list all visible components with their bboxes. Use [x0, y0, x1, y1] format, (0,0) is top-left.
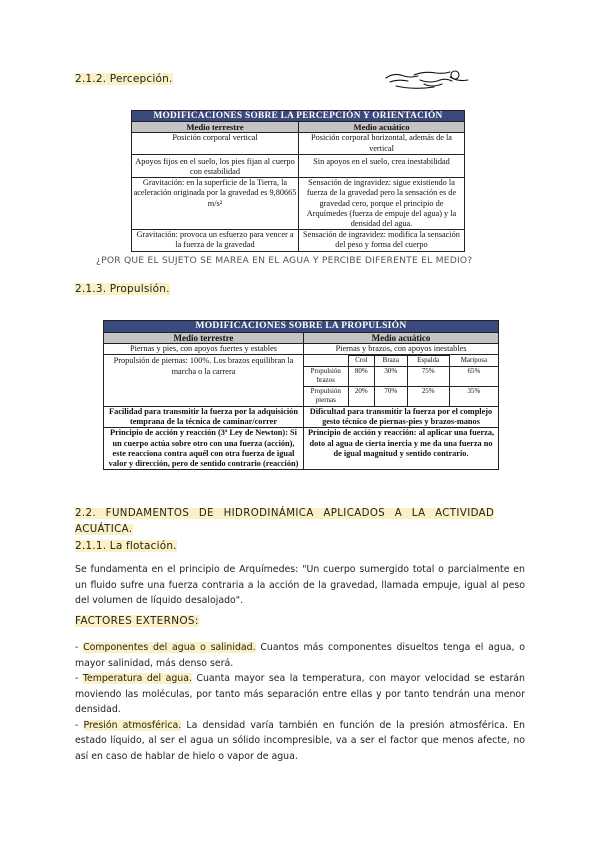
table-cell: Posición corporal horizontal, además de la vertical — [299, 133, 465, 154]
paragraph-arquimedes — [75, 562, 525, 609]
table-cell: Posición corporal vertical — [132, 133, 299, 154]
section-heading-fundamentos: 2.2. FUNDAMENTOS DE HIDRODINÁMICA APLICADOS A LA ACTIVIDAD ACUÁTICA. — [75, 508, 495, 535]
table-cell: Dificultad para transmitir la fuerza por el complejo gesto técnico de piernas-pies y brazos-manos — [304, 406, 499, 427]
style-header-mariposa: Mariposa — [449, 356, 498, 367]
percentage-value: 70% — [375, 387, 407, 406]
percentage-value: 20% — [348, 387, 375, 406]
table-cell: Facilidad para transmitir la fuerza por la adquisición temprana de la técnica de caminar/correr — [104, 406, 304, 427]
factor-label: Componentes del agua o salinidad. — [83, 642, 256, 653]
paragraph-quote: "Un cuerpo sumergido total o parcialmente en un fluido sufre una fuerza contraria a la acción de la gravedad, llamada empuje, igual al peso del volumen de líquido desalojado". — [75, 564, 526, 606]
column-header-terrestre: Medio terrestre — [132, 122, 299, 133]
table-row — [132, 133, 465, 154]
style-header-espalda: Espalda — [407, 356, 449, 367]
table-row — [132, 230, 465, 251]
row-label-propulsion-brazos: Propulsión brazos — [304, 367, 348, 387]
list-item: - Temperatura del agua. Cuanta mayor sea la temperatura, con mayor velocidad se estarán moviendo las moléculas, por tanto más separación entre ellas y por tanto tendrán una menor densidad. — [75, 673, 525, 715]
column-header-acuatico: Medio acuático — [299, 122, 465, 133]
row-label-propulsion-piernas: Propulsión piernas — [304, 387, 348, 406]
percentage-value: 30% — [375, 367, 407, 387]
section-heading-propulsion: 2.1.3. Propulsión. — [75, 283, 170, 295]
column-header-acuatico: Medio acuático — [304, 333, 499, 344]
table-cell: Sensación de ingravidez: sigue existiendo la fuerza de la gravedad pero la sensación es de gravedad cero, porque el principio de Arquímedes (fuerza de empuje del agua) y la densidad del agua. — [299, 178, 465, 230]
percentage-value: 80% — [348, 367, 375, 387]
table-title: MODIFICACIONES SOBRE LA PERCEPCIÓN Y ORIENTACIÓN — [132, 111, 465, 122]
factors-list — [75, 640, 525, 764]
paragraph-prefix: Se fundamenta en el principio de Arquímedes: — [75, 564, 303, 575]
style-header-crol: Crol — [348, 356, 375, 367]
table-cell: Principio de acción y reacción: al aplicar una fuerza, doto al agua de cierta inercia y me da una fuerza no de igual magnitud y sentido contrario. — [304, 428, 499, 470]
section-heading-flotacion: 2.1.1. La flotación. — [75, 540, 177, 552]
percentage-value: 35% — [449, 387, 498, 406]
table-propulsion — [103, 320, 499, 470]
swimmer-sketch-icon — [384, 66, 470, 94]
table-cell: Propulsión de piernas: 100%. Los brazos equilibran la marcha o la carrera — [104, 355, 304, 407]
question-text: ¿POR QUE EL SUJETO SE MAREA EN EL AGUA Y PERCIBE DIFERENTE EL MEDIO? — [96, 255, 473, 266]
table-cell: Principio de acción y reacción (3ª Ley de Newton): Si un cuerpo actúa sobre otro con una fuerza (acción), este reacciona contra aquél con otra fuerza de igual valor y dirección, pero de sentido contrario (reacción) — [104, 428, 304, 470]
table-percepcion — [131, 110, 465, 252]
percentage-value: 75% — [407, 367, 449, 387]
table-row — [132, 154, 465, 177]
section-heading-percepcion: 2.1.2. Percepción. — [75, 73, 173, 85]
list-item: - Presión atmosférica. La densidad varía también en función de la presión atmosférica. En estado líquido, al ser el agua un sólido incompresible, va a ser el factor que menos afecte, no así en caso de hablar de hielo o vapor de agua. — [75, 719, 525, 762]
percentage-value: 65% — [449, 367, 498, 387]
table-cell: Apoyos fijos en el suelo, los pies fijan al cuerpo con estabilidad — [132, 154, 299, 177]
table-cell: Piernas y brazos, con apoyos inestables — [304, 344, 499, 355]
table-row — [104, 428, 499, 470]
factors-title: FACTORES EXTERNOS: — [75, 615, 199, 627]
list-item: - Componentes del agua o salinidad. Cuantos más componentes disueltos tenga el agua, o mayor salinidad, más denso será. — [75, 642, 525, 669]
column-header-terrestre: Medio terrestre — [104, 333, 304, 344]
table-row — [104, 355, 499, 407]
table-cell: Gravitación: en la superficie de la Tierra, la aceleración originada por la gravedad es 9,80665 m/s² — [132, 178, 299, 230]
table-cell: Piernas y pies, con apoyos fuertes y estables — [104, 344, 304, 355]
table-cell: Gravitación: provoca un esfuerzo para vencer a la fuerza de la gravedad — [132, 230, 299, 251]
factor-label: Temperatura del agua. — [82, 673, 192, 684]
table-row — [104, 344, 499, 355]
table-cell: Sin apoyos en el suelo, crea inestabilidad — [299, 154, 465, 177]
table-title: MODIFICACIONES SOBRE LA PROPULSIÓN — [104, 321, 499, 333]
percentage-value: 25% — [407, 387, 449, 406]
table-cell: Sensación de ingravidez: modifica la sensación del peso y forma del cuerpo — [299, 230, 465, 251]
table-row — [132, 178, 465, 230]
propulsion-percentages-cell — [304, 355, 499, 407]
factor-label: Presión atmosférica. — [83, 719, 182, 731]
style-header-braza: Braza — [375, 356, 407, 367]
propulsion-percentages-table — [304, 355, 498, 406]
table-row — [104, 406, 499, 427]
